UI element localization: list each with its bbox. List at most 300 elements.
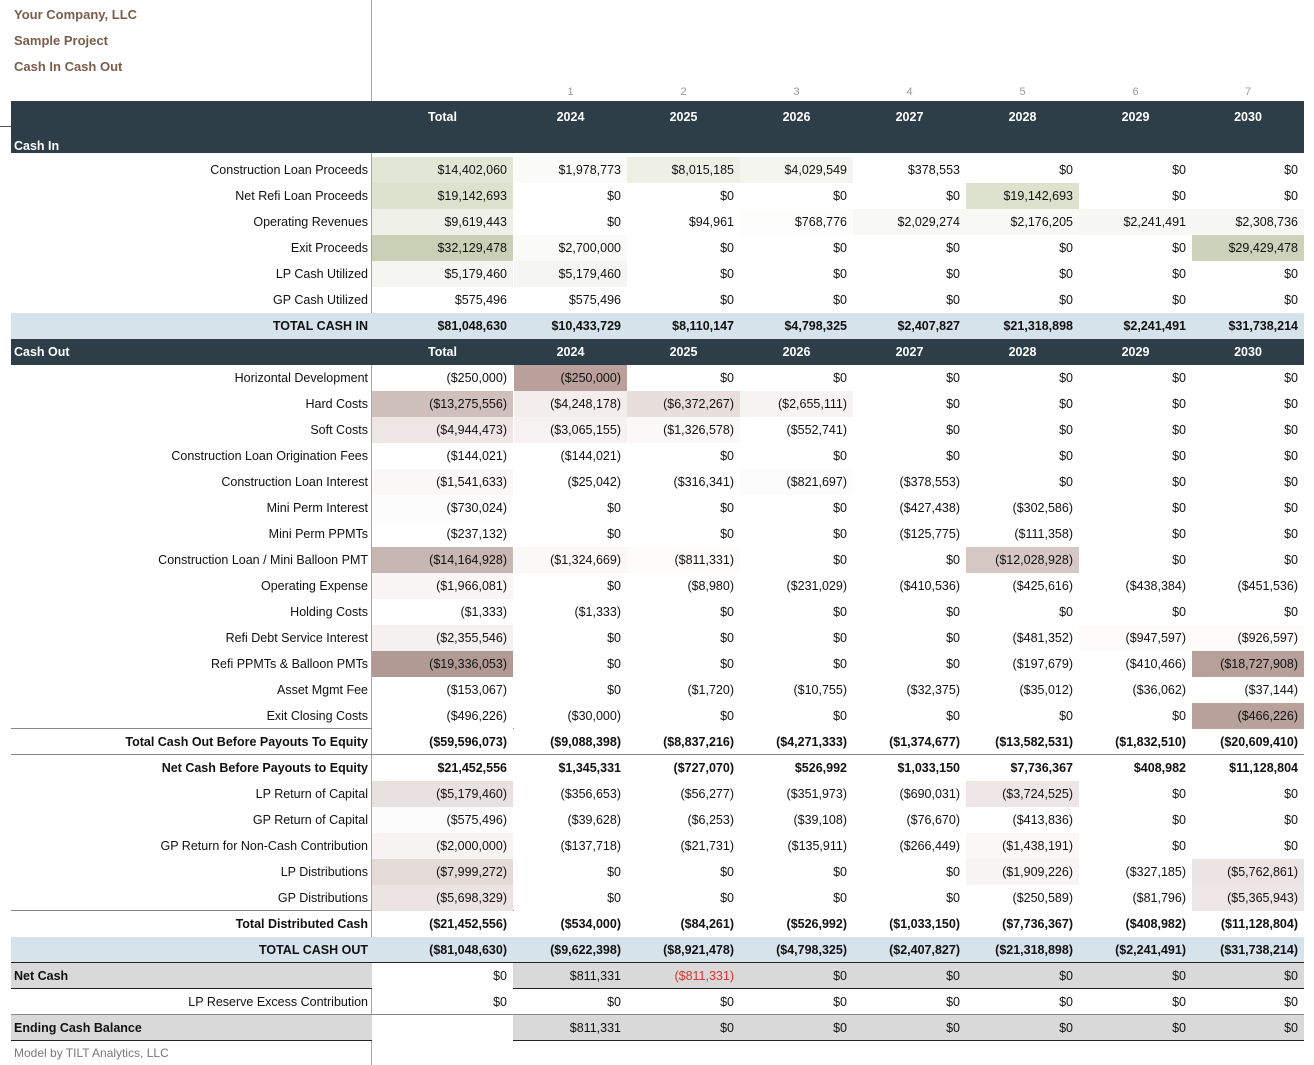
value-cell[interactable]: $0 bbox=[1079, 261, 1192, 287]
value-cell[interactable]: ($1,374,677) bbox=[889, 735, 960, 749]
value-cell[interactable]: $575,496 bbox=[372, 287, 513, 313]
value-cell[interactable]: $2,407,827 bbox=[897, 319, 960, 333]
value-cell[interactable]: ($1,324,669) bbox=[514, 547, 627, 573]
value-cell[interactable]: $0 bbox=[946, 995, 960, 1009]
row-label[interactable]: LP Distributions bbox=[280, 865, 368, 879]
value-cell[interactable]: ($250,000) bbox=[514, 365, 627, 391]
value-cell[interactable]: $0 bbox=[627, 235, 740, 261]
value-cell[interactable]: $0 bbox=[1284, 969, 1298, 983]
value-cell[interactable]: $0 bbox=[627, 261, 740, 287]
value-cell[interactable]: ($39,108) bbox=[740, 807, 853, 833]
value-cell[interactable]: $0 bbox=[1192, 495, 1304, 521]
value-cell[interactable]: $0 bbox=[740, 183, 853, 209]
row-label[interactable]: Construction Loan Interest bbox=[221, 475, 368, 489]
value-cell[interactable]: ($35,012) bbox=[966, 677, 1079, 703]
value-cell[interactable]: $10,433,729 bbox=[551, 319, 621, 333]
value-cell[interactable]: ($9,622,398) bbox=[550, 943, 621, 957]
value-cell[interactable]: ($8,921,478) bbox=[663, 943, 734, 957]
value-cell[interactable]: ($4,271,333) bbox=[776, 735, 847, 749]
value-cell[interactable]: $0 bbox=[1192, 547, 1304, 573]
value-cell[interactable]: $0 bbox=[627, 521, 740, 547]
value-cell[interactable]: $21,318,898 bbox=[1003, 319, 1073, 333]
row-label[interactable]: TOTAL CASH IN bbox=[272, 319, 368, 333]
value-cell[interactable]: ($2,655,111) bbox=[740, 391, 853, 417]
value-cell[interactable]: ($5,698,329) bbox=[372, 885, 513, 911]
value-cell[interactable]: $0 bbox=[833, 1021, 847, 1035]
value-cell[interactable]: $0 bbox=[1172, 1021, 1186, 1035]
value-cell[interactable]: ($6,253) bbox=[627, 807, 740, 833]
row-label[interactable]: Asset Mgmt Fee bbox=[277, 683, 368, 697]
value-cell[interactable]: ($21,452,556) bbox=[429, 917, 507, 931]
value-cell[interactable]: ($302,586) bbox=[966, 495, 1079, 521]
value-cell[interactable]: ($8,837,216) bbox=[663, 735, 734, 749]
value-cell[interactable] bbox=[372, 1015, 513, 1041]
value-cell[interactable]: $29,429,478 bbox=[1192, 235, 1304, 261]
value-cell[interactable]: $1,978,773 bbox=[514, 157, 627, 183]
value-cell[interactable]: $0 bbox=[1192, 391, 1304, 417]
value-cell[interactable]: ($18,727,908) bbox=[1192, 651, 1304, 677]
value-cell[interactable]: ($4,944,473) bbox=[372, 417, 513, 443]
value-cell[interactable]: ($237,132) bbox=[372, 521, 513, 547]
row-label[interactable]: GP Cash Utilized bbox=[273, 293, 368, 307]
value-cell[interactable]: ($59,596,073) bbox=[429, 735, 507, 749]
value-cell[interactable]: $0 bbox=[627, 287, 740, 313]
value-cell[interactable]: $8,015,185 bbox=[627, 157, 740, 183]
value-cell[interactable]: ($821,697) bbox=[740, 469, 853, 495]
value-cell[interactable]: $0 bbox=[1079, 157, 1192, 183]
year-header[interactable]: 2028 bbox=[1008, 345, 1037, 359]
value-cell[interactable]: $0 bbox=[966, 287, 1079, 313]
value-cell[interactable]: ($266,449) bbox=[853, 833, 966, 859]
value-cell[interactable]: $0 bbox=[1192, 443, 1304, 469]
value-cell[interactable]: $0 bbox=[627, 599, 740, 625]
value-cell[interactable]: $0 bbox=[1079, 287, 1192, 313]
value-cell[interactable]: $8,110,147 bbox=[672, 319, 734, 333]
value-cell[interactable]: ($5,762,861) bbox=[1192, 859, 1304, 885]
value-cell[interactable]: ($947,597) bbox=[1079, 625, 1192, 651]
year-header[interactable]: 2026 bbox=[782, 110, 811, 124]
value-cell[interactable]: $0 bbox=[740, 235, 853, 261]
value-cell[interactable]: $768,776 bbox=[740, 209, 853, 235]
value-cell[interactable]: ($144,021) bbox=[514, 443, 627, 469]
value-cell[interactable]: $526,992 bbox=[794, 761, 847, 775]
value-cell[interactable]: ($438,384) bbox=[1079, 573, 1192, 599]
value-cell[interactable]: $0 bbox=[853, 183, 966, 209]
value-cell[interactable]: $81,048,630 bbox=[437, 319, 507, 333]
value-cell[interactable]: $1,345,331 bbox=[558, 761, 621, 775]
value-cell[interactable]: $0 bbox=[833, 969, 847, 983]
value-cell[interactable]: $2,029,274 bbox=[853, 209, 966, 235]
value-cell[interactable]: $0 bbox=[1192, 261, 1304, 287]
year-header[interactable]: 2030 bbox=[1234, 110, 1262, 124]
value-cell[interactable]: $0 bbox=[627, 703, 740, 729]
value-cell[interactable]: ($1,326,578) bbox=[627, 417, 740, 443]
row-label[interactable]: Hard Costs bbox=[305, 397, 368, 411]
value-cell[interactable]: ($811,331) bbox=[674, 969, 734, 983]
value-cell[interactable]: ($81,796) bbox=[1079, 885, 1192, 911]
value-cell[interactable]: $0 bbox=[853, 287, 966, 313]
value-cell[interactable]: $0 bbox=[514, 859, 627, 885]
value-cell[interactable]: $0 bbox=[1192, 521, 1304, 547]
value-cell[interactable]: $0 bbox=[966, 469, 1079, 495]
year-header[interactable]: 2026 bbox=[782, 345, 811, 359]
value-cell[interactable]: $5,179,460 bbox=[372, 261, 513, 287]
value-cell[interactable]: $0 bbox=[853, 261, 966, 287]
value-cell[interactable]: ($690,031) bbox=[853, 781, 966, 807]
value-cell[interactable]: $0 bbox=[740, 547, 853, 573]
value-cell[interactable]: $0 bbox=[514, 521, 627, 547]
value-cell[interactable]: ($3,724,525) bbox=[966, 781, 1079, 807]
value-cell[interactable]: ($410,536) bbox=[853, 573, 966, 599]
value-cell[interactable]: $0 bbox=[514, 183, 627, 209]
value-cell[interactable]: ($39,628) bbox=[514, 807, 627, 833]
year-header[interactable]: 2024 bbox=[556, 345, 585, 359]
value-cell[interactable]: ($9,088,398) bbox=[550, 735, 621, 749]
value-cell[interactable]: $0 bbox=[514, 209, 627, 235]
value-cell[interactable]: $0 bbox=[493, 995, 507, 1009]
value-cell[interactable]: ($8,980) bbox=[627, 573, 740, 599]
value-cell[interactable]: ($7,736,367) bbox=[1002, 917, 1073, 931]
value-cell[interactable]: $0 bbox=[966, 261, 1079, 287]
value-cell[interactable]: $0 bbox=[1059, 1021, 1073, 1035]
value-cell[interactable]: ($197,679) bbox=[966, 651, 1079, 677]
row-label[interactable]: LP Cash Utilized bbox=[275, 267, 368, 281]
value-cell[interactable]: $0 bbox=[966, 157, 1079, 183]
value-cell[interactable]: $7,736,367 bbox=[1010, 761, 1073, 775]
value-cell[interactable]: $0 bbox=[740, 599, 853, 625]
value-cell[interactable]: ($14,164,928) bbox=[372, 547, 513, 573]
value-cell[interactable]: $2,241,491 bbox=[1079, 209, 1192, 235]
value-cell[interactable]: $0 bbox=[966, 599, 1079, 625]
year-header[interactable]: 2030 bbox=[1234, 345, 1262, 359]
value-cell[interactable]: $0 bbox=[966, 417, 1079, 443]
value-cell[interactable]: $0 bbox=[514, 495, 627, 521]
value-cell[interactable]: ($1,333) bbox=[372, 599, 513, 625]
value-cell[interactable]: ($316,341) bbox=[627, 469, 740, 495]
row-label[interactable]: Mini Perm PPMTs bbox=[268, 527, 368, 541]
value-cell[interactable]: ($1,333) bbox=[514, 599, 627, 625]
value-cell[interactable]: ($36,062) bbox=[1079, 677, 1192, 703]
value-cell[interactable]: $0 bbox=[627, 443, 740, 469]
value-cell[interactable]: ($1,438,191) bbox=[966, 833, 1079, 859]
value-cell[interactable]: $1,033,150 bbox=[897, 761, 960, 775]
value-cell[interactable]: ($451,536) bbox=[1192, 573, 1304, 599]
year-header[interactable]: 2027 bbox=[895, 345, 924, 359]
row-label[interactable]: Exit Closing Costs bbox=[266, 709, 368, 723]
value-cell[interactable]: ($351,973) bbox=[740, 781, 853, 807]
value-cell[interactable]: ($111,358) bbox=[966, 521, 1079, 547]
value-cell[interactable]: $0 bbox=[1192, 157, 1304, 183]
value-cell[interactable]: $0 bbox=[853, 651, 966, 677]
year-header[interactable]: 2025 bbox=[669, 345, 698, 359]
row-label[interactable]: Mini Perm Interest bbox=[266, 501, 368, 515]
value-cell[interactable]: ($30,000) bbox=[514, 703, 627, 729]
value-cell[interactable]: $0 bbox=[740, 365, 853, 391]
value-cell[interactable]: ($32,375) bbox=[853, 677, 966, 703]
value-cell[interactable]: ($84,261) bbox=[680, 917, 734, 931]
value-cell[interactable]: $0 bbox=[720, 995, 734, 1009]
value-cell[interactable]: $2,308,736 bbox=[1192, 209, 1304, 235]
value-cell[interactable]: $4,029,549 bbox=[740, 157, 853, 183]
value-cell[interactable]: ($56,277) bbox=[627, 781, 740, 807]
value-cell[interactable]: $0 bbox=[372, 963, 513, 989]
value-cell[interactable]: $14,402,060 bbox=[372, 157, 513, 183]
value-cell[interactable]: $0 bbox=[514, 625, 627, 651]
row-label[interactable]: Net Cash bbox=[14, 969, 69, 983]
value-cell[interactable]: $811,331 bbox=[569, 1021, 621, 1035]
value-cell[interactable]: $5,179,460 bbox=[514, 261, 627, 287]
value-cell[interactable]: $0 bbox=[1079, 183, 1192, 209]
value-cell[interactable]: $0 bbox=[1079, 443, 1192, 469]
value-cell[interactable]: $575,496 bbox=[514, 287, 627, 313]
value-cell[interactable]: $31,738,214 bbox=[1228, 319, 1298, 333]
row-label[interactable]: Operating Revenues bbox=[253, 215, 368, 229]
value-cell[interactable]: $94,961 bbox=[627, 209, 740, 235]
value-cell[interactable]: $0 bbox=[1284, 1021, 1298, 1035]
value-cell[interactable]: ($427,438) bbox=[853, 495, 966, 521]
value-cell[interactable]: $811,331 bbox=[569, 969, 621, 983]
value-cell[interactable]: $0 bbox=[1079, 807, 1192, 833]
value-cell[interactable]: ($378,553) bbox=[853, 469, 966, 495]
value-cell[interactable]: ($21,731) bbox=[627, 833, 740, 859]
value-cell[interactable]: $0 bbox=[853, 365, 966, 391]
value-cell[interactable]: $0 bbox=[853, 885, 966, 911]
value-cell[interactable]: $2,241,491 bbox=[1123, 319, 1186, 333]
value-cell[interactable]: ($144,021) bbox=[372, 443, 513, 469]
year-header[interactable]: 2025 bbox=[669, 110, 698, 124]
row-label[interactable]: TOTAL CASH OUT bbox=[258, 943, 368, 957]
value-cell[interactable]: ($327,185) bbox=[1079, 859, 1192, 885]
value-cell[interactable]: $0 bbox=[853, 703, 966, 729]
value-cell[interactable]: $0 bbox=[1192, 807, 1304, 833]
value-cell[interactable]: ($3,065,155) bbox=[514, 417, 627, 443]
value-cell[interactable]: ($1,966,081) bbox=[372, 573, 513, 599]
value-cell[interactable]: ($466,226) bbox=[1192, 703, 1304, 729]
value-cell[interactable]: ($81,048,630) bbox=[429, 943, 507, 957]
value-cell[interactable]: ($76,670) bbox=[853, 807, 966, 833]
value-cell[interactable]: $0 bbox=[853, 547, 966, 573]
value-cell[interactable]: ($575,496) bbox=[372, 807, 513, 833]
value-cell[interactable]: $0 bbox=[853, 391, 966, 417]
value-cell[interactable]: $0 bbox=[740, 443, 853, 469]
value-cell[interactable]: $9,619,443 bbox=[372, 209, 513, 235]
value-cell[interactable]: $0 bbox=[1192, 469, 1304, 495]
value-cell[interactable]: ($5,179,460) bbox=[372, 781, 513, 807]
value-cell[interactable]: ($410,466) bbox=[1079, 651, 1192, 677]
value-cell[interactable]: ($413,836) bbox=[966, 807, 1079, 833]
row-label[interactable]: Total Cash Out Before Payouts To Equity bbox=[125, 735, 368, 749]
value-cell[interactable]: ($1,832,510) bbox=[1115, 735, 1186, 749]
value-cell[interactable]: ($5,365,943) bbox=[1192, 885, 1304, 911]
value-cell[interactable]: $0 bbox=[1192, 781, 1304, 807]
value-cell[interactable]: $0 bbox=[1079, 365, 1192, 391]
value-cell[interactable]: $0 bbox=[1192, 287, 1304, 313]
value-cell[interactable]: ($21,318,898) bbox=[995, 943, 1073, 957]
value-cell[interactable]: ($2,000,000) bbox=[372, 833, 513, 859]
row-label[interactable]: Refi PPMTs & Balloon PMTs bbox=[211, 657, 368, 671]
value-cell[interactable]: $0 bbox=[627, 625, 740, 651]
value-cell[interactable]: ($727,070) bbox=[673, 761, 734, 775]
value-cell[interactable]: $0 bbox=[627, 859, 740, 885]
value-cell[interactable]: $0 bbox=[1192, 833, 1304, 859]
value-cell[interactable]: $0 bbox=[1192, 417, 1304, 443]
value-cell[interactable]: $0 bbox=[740, 651, 853, 677]
value-cell[interactable]: $0 bbox=[1079, 547, 1192, 573]
value-cell[interactable]: ($6,372,267) bbox=[627, 391, 740, 417]
value-cell[interactable]: ($19,336,053) bbox=[372, 651, 513, 677]
value-cell[interactable]: $21,452,556 bbox=[437, 761, 507, 775]
row-label[interactable]: Soft Costs bbox=[310, 423, 368, 437]
row-label[interactable]: Cash In bbox=[14, 139, 60, 153]
value-cell[interactable]: ($250,000) bbox=[372, 365, 513, 391]
value-cell[interactable]: ($1,909,226) bbox=[966, 859, 1079, 885]
row-label[interactable]: LP Return of Capital bbox=[255, 787, 368, 801]
value-cell[interactable]: $0 bbox=[514, 651, 627, 677]
row-label[interactable]: Horizontal Development bbox=[234, 371, 368, 385]
value-cell[interactable]: $0 bbox=[627, 495, 740, 521]
row-label[interactable]: Refi Debt Service Interest bbox=[225, 631, 368, 645]
row-label[interactable]: Net Refi Loan Proceeds bbox=[235, 189, 368, 203]
value-cell[interactable]: ($153,067) bbox=[372, 677, 513, 703]
value-cell[interactable]: $0 bbox=[1172, 995, 1186, 1009]
value-cell[interactable]: $0 bbox=[1192, 365, 1304, 391]
value-cell[interactable]: $0 bbox=[1079, 391, 1192, 417]
year-header[interactable]: Total bbox=[428, 110, 457, 124]
value-cell[interactable]: $0 bbox=[627, 651, 740, 677]
value-cell[interactable]: ($481,352) bbox=[966, 625, 1079, 651]
value-cell[interactable]: $0 bbox=[1079, 599, 1192, 625]
row-label[interactable]: Construction Loan Proceeds bbox=[210, 163, 368, 177]
value-cell[interactable]: $0 bbox=[740, 625, 853, 651]
value-cell[interactable]: $0 bbox=[1079, 833, 1192, 859]
value-cell[interactable]: $0 bbox=[740, 521, 853, 547]
value-cell[interactable]: $0 bbox=[514, 677, 627, 703]
value-cell[interactable]: $0 bbox=[740, 287, 853, 313]
value-cell[interactable]: ($2,355,546) bbox=[372, 625, 513, 651]
value-cell[interactable]: ($10,755) bbox=[740, 677, 853, 703]
value-cell[interactable]: $0 bbox=[966, 443, 1079, 469]
year-header[interactable]: 2024 bbox=[556, 110, 585, 124]
value-cell[interactable]: $0 bbox=[853, 417, 966, 443]
value-cell[interactable]: $0 bbox=[740, 261, 853, 287]
row-label[interactable]: Exit Proceeds bbox=[290, 241, 368, 255]
value-cell[interactable]: ($250,589) bbox=[966, 885, 1079, 911]
row-label[interactable]: Construction Loan Origination Fees bbox=[171, 449, 368, 463]
value-cell[interactable]: $0 bbox=[966, 365, 1079, 391]
value-cell[interactable]: ($135,911) bbox=[740, 833, 853, 859]
value-cell[interactable]: $0 bbox=[514, 885, 627, 911]
value-cell[interactable]: $0 bbox=[627, 885, 740, 911]
value-cell[interactable]: ($356,653) bbox=[514, 781, 627, 807]
value-cell[interactable]: $0 bbox=[966, 703, 1079, 729]
value-cell[interactable]: ($31,738,214) bbox=[1220, 943, 1298, 957]
value-cell[interactable]: $0 bbox=[1172, 969, 1186, 983]
value-cell[interactable]: $32,129,478 bbox=[372, 235, 513, 261]
value-cell[interactable]: $0 bbox=[740, 885, 853, 911]
value-cell[interactable]: $0 bbox=[853, 235, 966, 261]
value-cell[interactable]: ($408,982) bbox=[1125, 917, 1186, 931]
value-cell[interactable]: $0 bbox=[627, 183, 740, 209]
value-cell[interactable]: ($4,248,178) bbox=[514, 391, 627, 417]
year-header[interactable]: Total bbox=[428, 345, 457, 359]
value-cell[interactable]: $0 bbox=[740, 859, 853, 885]
value-cell[interactable]: $0 bbox=[607, 995, 621, 1009]
value-cell[interactable]: ($496,226) bbox=[372, 703, 513, 729]
value-cell[interactable]: ($1,541,633) bbox=[372, 469, 513, 495]
value-cell[interactable]: $0 bbox=[720, 1021, 734, 1035]
value-cell[interactable]: $0 bbox=[853, 625, 966, 651]
value-cell[interactable]: ($231,029) bbox=[740, 573, 853, 599]
value-cell[interactable]: ($730,024) bbox=[372, 495, 513, 521]
value-cell[interactable]: $0 bbox=[1079, 417, 1192, 443]
value-cell[interactable]: $378,553 bbox=[853, 157, 966, 183]
value-cell[interactable]: $0 bbox=[1079, 781, 1192, 807]
value-cell[interactable]: ($4,798,325) bbox=[776, 943, 847, 957]
value-cell[interactable]: $0 bbox=[1192, 599, 1304, 625]
value-cell[interactable]: $0 bbox=[740, 703, 853, 729]
value-cell[interactable]: $2,176,205 bbox=[966, 209, 1079, 235]
value-cell[interactable]: $408,982 bbox=[1133, 761, 1186, 775]
row-label[interactable]: LP Reserve Excess Contribution bbox=[188, 995, 368, 1009]
value-cell[interactable]: $0 bbox=[1079, 235, 1192, 261]
row-label[interactable]: Ending Cash Balance bbox=[14, 1021, 142, 1035]
value-cell[interactable]: $0 bbox=[1192, 183, 1304, 209]
value-cell[interactable]: ($1,720) bbox=[627, 677, 740, 703]
year-header[interactable]: 2027 bbox=[895, 110, 924, 124]
value-cell[interactable]: $0 bbox=[1079, 495, 1192, 521]
value-cell[interactable]: $0 bbox=[1079, 703, 1192, 729]
value-cell[interactable]: $0 bbox=[946, 969, 960, 983]
value-cell[interactable]: $0 bbox=[1079, 469, 1192, 495]
row-label[interactable]: GP Return for Non-Cash Contribution bbox=[160, 839, 368, 853]
value-cell[interactable]: ($25,042) bbox=[514, 469, 627, 495]
value-cell[interactable]: $0 bbox=[514, 573, 627, 599]
row-label[interactable]: Net Cash Before Payouts to Equity bbox=[161, 761, 368, 775]
value-cell[interactable]: ($2,407,827) bbox=[889, 943, 960, 957]
value-cell[interactable]: ($1,033,150) bbox=[889, 917, 960, 931]
row-label[interactable]: Holding Costs bbox=[290, 605, 368, 619]
value-cell[interactable]: $19,142,693 bbox=[966, 183, 1079, 209]
value-cell[interactable]: ($11,128,804) bbox=[1220, 917, 1298, 931]
value-cell[interactable]: $0 bbox=[1059, 995, 1073, 1009]
value-cell[interactable]: ($13,275,556) bbox=[372, 391, 513, 417]
value-cell[interactable]: ($12,028,928) bbox=[966, 547, 1079, 573]
value-cell[interactable]: ($534,000) bbox=[560, 917, 621, 931]
value-cell[interactable]: ($137,718) bbox=[514, 833, 627, 859]
value-cell[interactable]: $0 bbox=[853, 859, 966, 885]
value-cell[interactable]: $0 bbox=[853, 599, 966, 625]
row-label[interactable]: Construction Loan / Mini Balloon PMT bbox=[158, 553, 368, 567]
row-label[interactable]: GP Distributions bbox=[277, 891, 368, 905]
value-cell[interactable]: $0 bbox=[1059, 969, 1073, 983]
value-cell[interactable]: ($552,741) bbox=[740, 417, 853, 443]
row-label[interactable]: GP Return of Capital bbox=[252, 813, 368, 827]
value-cell[interactable]: ($13,582,531) bbox=[995, 735, 1073, 749]
value-cell[interactable]: ($37,144) bbox=[1192, 677, 1304, 703]
value-cell[interactable]: ($2,241,491) bbox=[1115, 943, 1186, 957]
value-cell[interactable]: $11,128,804 bbox=[1229, 761, 1298, 775]
value-cell[interactable]: $19,142,693 bbox=[372, 183, 513, 209]
value-cell[interactable]: $2,700,000 bbox=[514, 235, 627, 261]
value-cell[interactable]: $0 bbox=[627, 365, 740, 391]
value-cell[interactable]: ($7,999,272) bbox=[372, 859, 513, 885]
value-cell[interactable]: $0 bbox=[966, 235, 1079, 261]
value-cell[interactable]: ($926,597) bbox=[1192, 625, 1304, 651]
year-header[interactable]: 2029 bbox=[1121, 345, 1150, 359]
value-cell[interactable]: $4,798,325 bbox=[784, 319, 847, 333]
value-cell[interactable]: ($811,331) bbox=[627, 547, 740, 573]
value-cell[interactable]: $0 bbox=[833, 995, 847, 1009]
